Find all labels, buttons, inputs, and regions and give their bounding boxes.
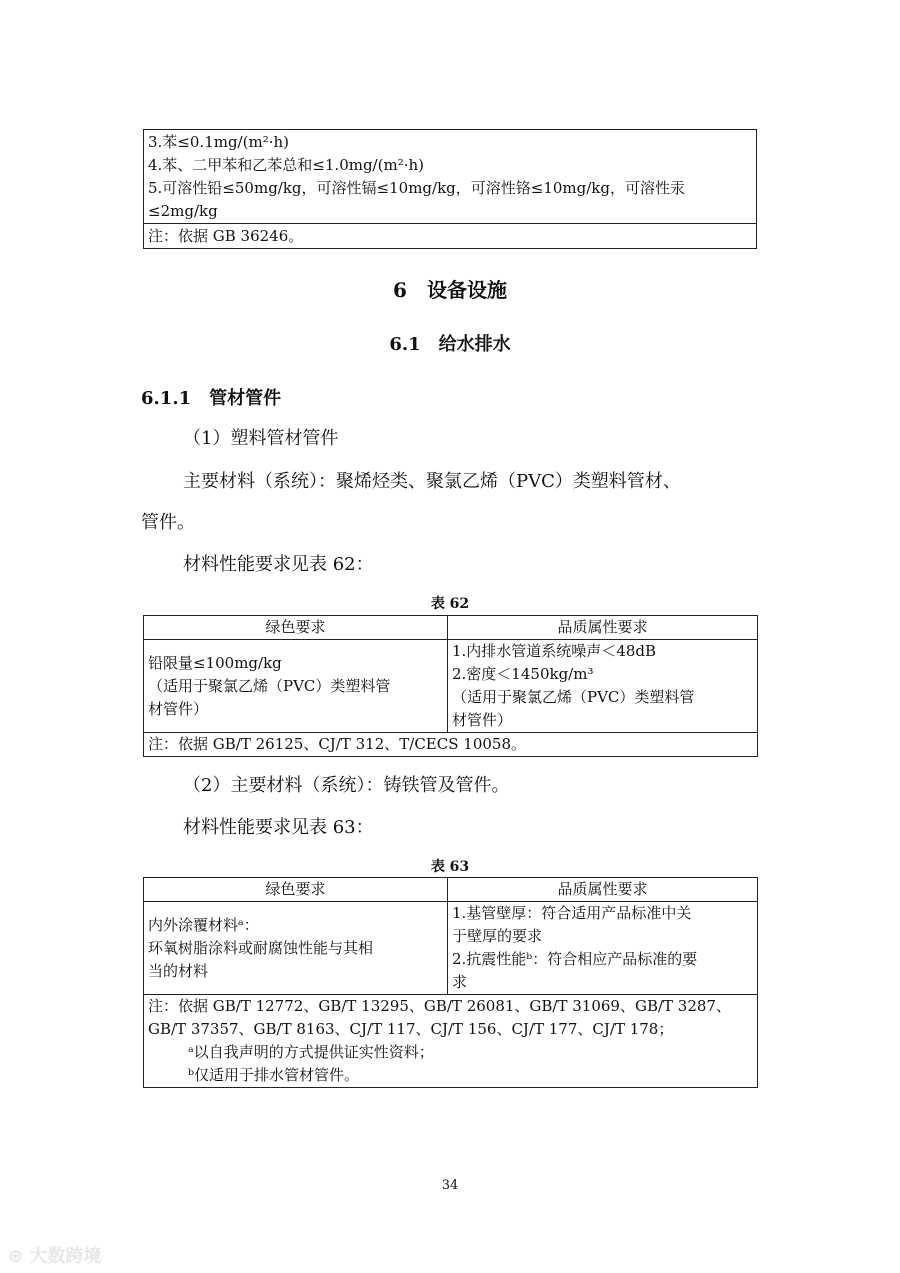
paragraph: 管件。 (141, 512, 195, 533)
quality-requirement-cell (448, 902, 758, 995)
watermark-logo-icon: ⊛ (8, 1246, 24, 1267)
requirement-line: ≤2mg/kg (148, 202, 218, 220)
column-header: 绿色要求 (144, 616, 448, 640)
requirement-line: 4.苯、二甲苯和乙苯总和≤1.0mg/(m²·h) (148, 156, 424, 174)
paragraph: （2）主要材料（系统）：铸铁管及管件。 (183, 775, 510, 796)
note-line: 注：依据 GB/T 12772、GB/T 13295、GB/T 26081、GB/T 31069、GB/T 3287、 (148, 997, 731, 1015)
watermark (8, 1242, 101, 1268)
section-heading: 6 设备设施 (393, 278, 507, 302)
paragraph: 材料性能要求见表 63： (183, 817, 374, 838)
table-note: 注：依据 GB 36246。 (144, 224, 757, 249)
cell-line: 材管件） (452, 711, 513, 729)
table-row (144, 224, 757, 249)
quality-requirement-cell (448, 640, 758, 733)
table-note: 注：依据 GB/T 26125、CJ/T 312、T/CECS 10058。 (144, 733, 758, 757)
table-row (144, 733, 758, 757)
table-row (144, 640, 758, 733)
watermark-text: 大数跨境 (29, 1246, 102, 1267)
paragraph: 材料性能要求见表 62： (183, 554, 374, 575)
column-header: 品质属性要求 (448, 616, 758, 640)
paragraph: （1）塑料管材管件 (183, 428, 339, 449)
table-row (144, 902, 758, 995)
paragraph: 主要材料（系统）：聚烯烃类、聚氯乙烯（PVC）类塑料管材、 (183, 471, 681, 492)
column-header: 品质属性要求 (448, 878, 758, 902)
requirement-line: 3.苯≤0.1mg/(m²·h) (148, 133, 289, 151)
table-row (144, 130, 757, 224)
cell-line: 2.抗震性能ᵇ：符合相应产品标准的要 (452, 950, 698, 968)
cell-line: 当的材料 (148, 962, 209, 980)
subsubsection-heading: 6.1.1 管材管件 (141, 388, 282, 409)
table-caption: 表 62 (430, 596, 470, 612)
table-header-row (144, 616, 758, 640)
table-63 (143, 877, 758, 1088)
table-62 (143, 615, 758, 757)
cell-line: 于壁厚的要求 (452, 927, 543, 945)
cell-line: （适用于聚氯乙烯（PVC）类塑料管 (452, 688, 695, 706)
table-note (144, 995, 758, 1088)
cell-line: 1.基管壁厚：符合适用产品标准中关 (452, 904, 692, 922)
cell-line: 材管件） (148, 700, 209, 718)
cell-line: （适用于聚氯乙烯（PVC）类塑料管 (148, 677, 391, 695)
cell-line: 2.密度＜1450kg/m³ (452, 665, 594, 683)
page-number: 34 (441, 1178, 459, 1193)
green-requirement-cell (144, 640, 448, 733)
footnote-line: ᵇ仅适用于排水管材管件。 (188, 1066, 359, 1084)
green-requirement-cell (144, 902, 448, 995)
requirement-line: 5.可溶性铅≤50mg/kg，可溶性镉≤10mg/kg，可溶性铬≤10mg/kg，可溶性汞 (148, 179, 685, 197)
table-cell (144, 130, 757, 224)
column-header: 绿色要求 (144, 878, 448, 902)
cell-line: 环氧树脂涂料或耐腐蚀性能与其相 (148, 939, 374, 957)
table-header-row (144, 878, 758, 902)
cell-line: 1.内排水管道系统噪声＜48dB (452, 642, 657, 660)
table-caption: 表 63 (430, 859, 470, 875)
cell-line: 求 (452, 973, 468, 991)
footnote-line: ᵃ以自我声明的方式提供证实性资料； (188, 1043, 434, 1061)
subsection-heading: 6.1 给水排水 (389, 334, 511, 355)
note-line: GB/T 37357、GB/T 8163、CJ/T 117、CJ/T 156、CJ/T 177、CJ/T 178； (148, 1020, 674, 1038)
continued-table (143, 129, 757, 249)
cell-line: 内外涂覆材料ᵃ： (148, 916, 259, 934)
table-row (144, 995, 758, 1088)
cell-line: 铅限量≤100mg/kg (148, 654, 282, 672)
